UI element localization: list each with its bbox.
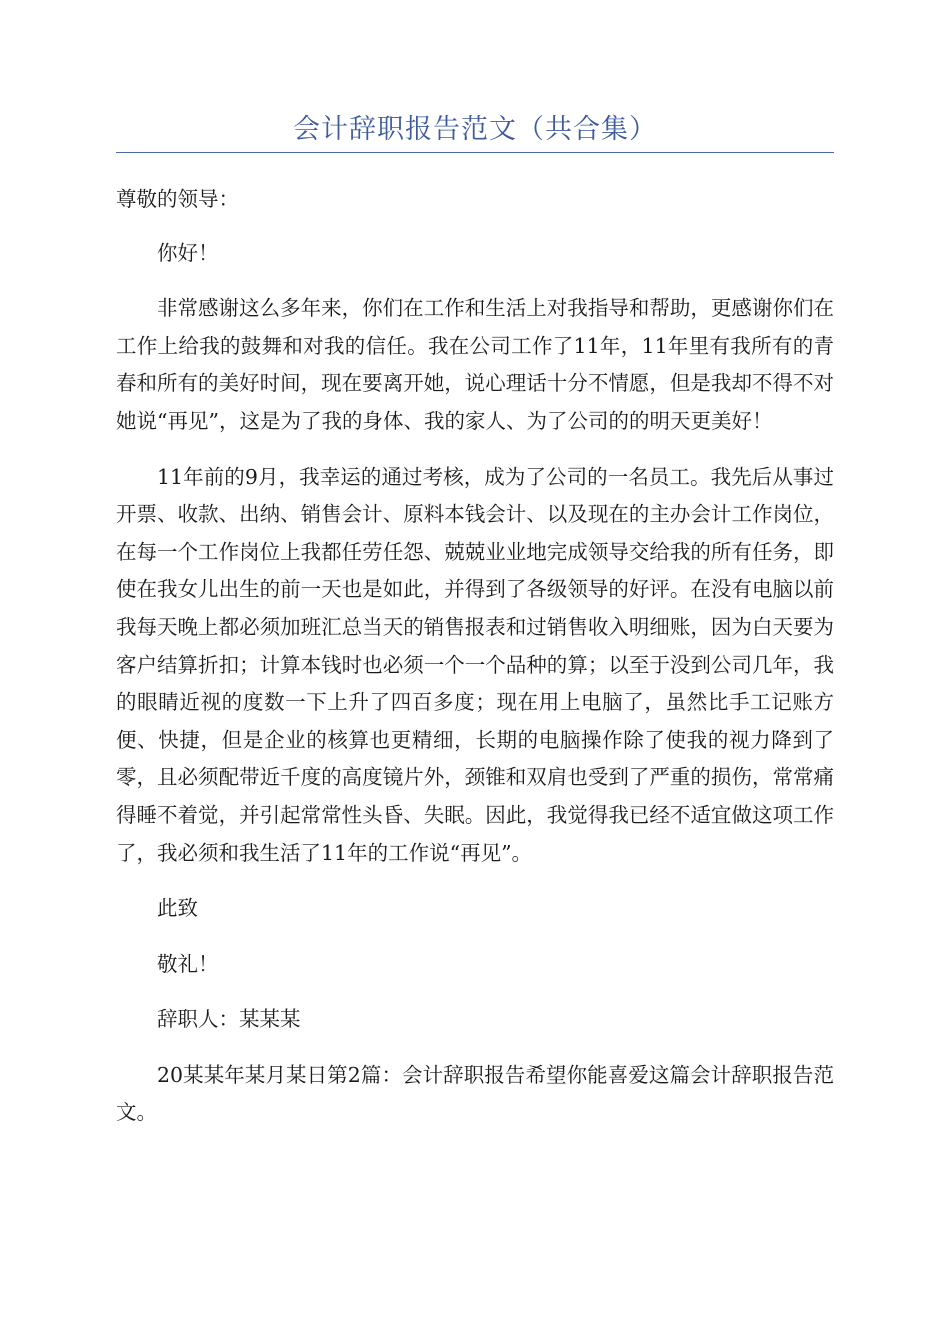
closing-ci-zhi: 此致 xyxy=(157,896,198,921)
closing-jing-li: 敬礼！ xyxy=(157,951,219,976)
signature: 辞职人：某某某 xyxy=(157,1007,301,1032)
paragraph-career: 11年前的9月，我幸运的通过考核，成为了公司的一名员工。我先后从事过开票、收款、出纳、销售会计、原料本钱会计、以及现在的主办会计工作岗位，在每一个工作岗位上我都任劳任怨、兢兢业业地完成领导交给我的所有任务，即使在我女儿出生的前一天也是如此，并得到了各级领导的好评。在没有电脑以前我每天晚上都必须加班汇总当天的销售报表和过销售收入明细账，因为白天要为客户结算折扣；计算本钱时也必须一个一个品种的算；以至于没到公司几年，我的眼睛近视的度数一下上升了四百多度；现在用上电脑了，虽然比手工记账方便、快捷，但是企业的核算也更精细，长期的电脑操作除了使我的视力降到了零，且必须配带近千度的高度镜片外，颈锥和双肩也受到了严重的损伤，常常痛得睡不着觉，并引起常常性头昏、失眠。因此，我觉得我已经不适宜做这项工作了，我必须和我生活了11年的工作说“再见”。 xyxy=(116,464,834,865)
document-title: 会计辞职报告范文（共合集） xyxy=(293,114,657,145)
title-underline xyxy=(116,152,834,153)
greeting: 你好！ xyxy=(157,240,219,265)
document-body xyxy=(116,181,834,1132)
salutation: 尊敬的领导： xyxy=(116,187,239,211)
paragraph-gratitude: 非常感谢这么多年来，你们在工作和生活上对我指导和帮助，更感谢你们在工作上给我的鼓舞和对我的信任。我在公司工作了11年，11年里有我所有的青春和所有的美好时间，现在要离开她，说心理话十分不情愿，但是我却不得不对她说“再见”，这是为了我的身体、我的家人、为了公司的的明天更美好！ xyxy=(116,296,834,433)
final-paragraph: 20某某年某月某日第2篇：会计辞职报告希望你能喜爱这篇会计辞职报告范文。 xyxy=(116,1062,834,1125)
document-page xyxy=(116,110,834,1150)
